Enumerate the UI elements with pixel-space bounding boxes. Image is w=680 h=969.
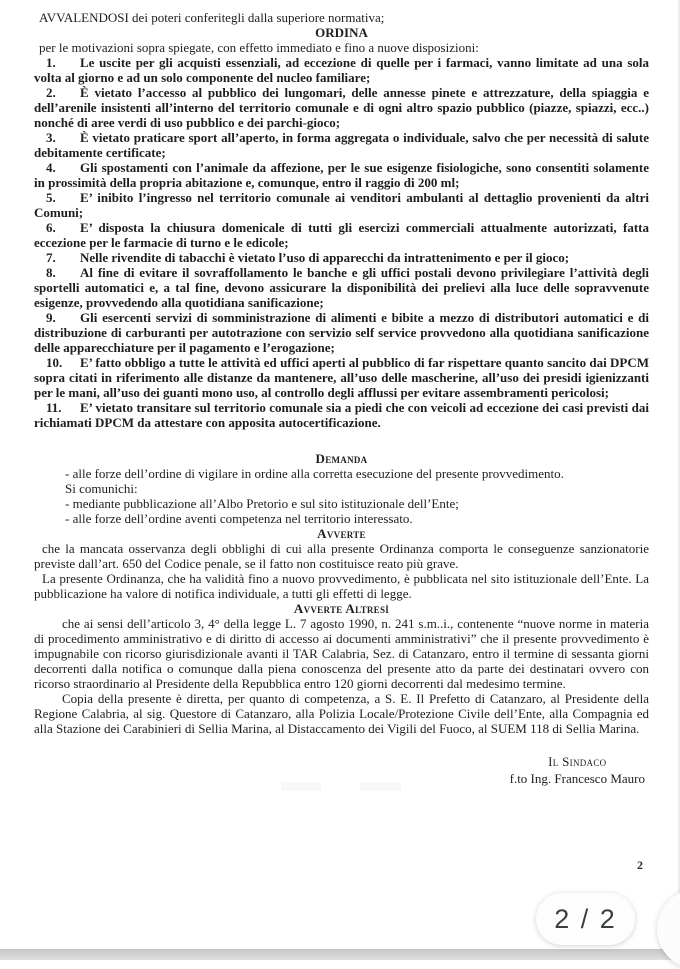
paragraph: - alle forze dell’ordine di vigilare in ordine alla corretta esecuzione del presente provvedimento. bbox=[65, 466, 564, 481]
scan-artifact bbox=[281, 782, 321, 791]
paragraph: Copia della presente è diretta, per quanto di competenza, a S. E. Il Prefetto di Catanzaro, al Presidente della Regione Calabria, al sig. Questore di Catanzaro, alla Polizia Locale/Protezione Civile dell’Ente, alla Compagnia ed alla Stazione dei Carabinieri di Sellia Marina, al Distaccamento dei Vigili del Fuoco, al SUEM 118 di Sellia Marina. bbox=[34, 691, 649, 736]
ordinance-item bbox=[34, 250, 649, 265]
paragraph: che ai sensi dell’articolo 3, 4° della legge L. 7 agosto 1990, n. 241 s.m..i., contenente “nuove norme in materia di procedimento amministrativo e di diritto di accesso ai documenti amministrativi” che il presente provvedimento è impugnabile con ricorso giurisdizionale avanti il TAR Calabria, Sez. di Catanzaro, entro il termine di sessanta giorni decorrenti dalla notifica o comunque dalla piena conoscenza del presente atto da parte dei destinatari ovvero con ricorso straordinario al Presidente della Repubblica entro 120 giorni decorrenti dal medesimo termine. bbox=[34, 616, 649, 691]
paragraph: AVVALENDOSI dei poteri conferitegli dalla superiore normativa; bbox=[39, 10, 385, 25]
ordinance-item bbox=[34, 310, 649, 355]
signature-name: f.to Ing. Francesco Mauro bbox=[509, 771, 645, 786]
item-text: E’ fatto obbligo a tutte le attività ed uffici aperti al pubblico di far rispettare quanto sancito dai DPCM sopra citati in riferimento alle distanze da mantenere, all’uso delle mascherine, all’uso dei presidi igienizzanti per le mani, all’uso dei guanti mono uso, al controllo degli afflussi per evitare assembramenti pericolosi; bbox=[34, 355, 649, 400]
signature-block bbox=[510, 753, 645, 787]
page-indicator-label: 2 / 2 bbox=[554, 903, 617, 934]
paragraph: che la mancata osservanza degli obblighi di cui alla presente Ordinanza comporta le conseguenze sanzionatorie previste dall’art. 650 del Codice penale, se il fatto non costituisce reato più grave. bbox=[34, 541, 649, 571]
item-text: Nelle rivendite di tabacchi è vietato l’uso di apparecchi da intrattenimento e per il gioco; bbox=[80, 250, 570, 265]
item-number: 5. bbox=[46, 190, 56, 205]
ordinance-item bbox=[34, 400, 649, 430]
section-heading: Avverte Altresì bbox=[293, 601, 390, 616]
item-text: E’ vietato transitare sul territorio comunale sia a piedi che con veicoli ad eccezione dei casi previsti dai richiamati DPCM da attestare con apposita autocertificazione. bbox=[34, 400, 649, 430]
paragraph: - mediante pubblicazione all’Albo Pretorio e sul sito istituzionale dell’Ente; bbox=[65, 496, 459, 511]
paragraph: - alle forze dell’ordine aventi competenza nel territorio interessato. bbox=[65, 511, 413, 526]
item-number: 3. bbox=[46, 130, 56, 145]
scan-artifact bbox=[360, 782, 401, 791]
ordinance-body bbox=[34, 10, 649, 736]
item-number: 10. bbox=[46, 355, 63, 370]
ordinance-item bbox=[34, 355, 649, 400]
ordinance-item bbox=[34, 160, 649, 190]
section-heading: ORDINA bbox=[315, 25, 368, 40]
document-page-number: 2 bbox=[637, 858, 643, 872]
viewer-bottom-bar bbox=[0, 949, 680, 960]
item-number: 1. bbox=[46, 55, 56, 70]
ordinance-item bbox=[34, 55, 649, 85]
item-text: È vietato l’accesso al pubblico dei lungomari, delle annesse pinete e attrezzature, della spiaggia e dell’arenile insistenti all’interno del territorio comunale e di ogni altro spazio pubblico (piazze, spiazzi, ecc..) nonché di aree verdi di uso pubblico e dei parchi-gioco; bbox=[34, 85, 649, 130]
ordinance-item bbox=[34, 130, 649, 160]
signature-role: Il Sindaco bbox=[548, 754, 607, 769]
item-number: 6. bbox=[46, 220, 56, 235]
ordinance-item bbox=[34, 190, 649, 220]
ordinance-item bbox=[34, 85, 649, 130]
section-heading: Avverte bbox=[317, 526, 366, 541]
paragraph: Si comunichi: bbox=[65, 481, 138, 496]
page-indicator-pill bbox=[536, 893, 635, 945]
item-text: E’ inibito l’ingresso nel territorio comunale ai venditori ambulanti al dettaglio provenienti da altri Comuni; bbox=[34, 190, 649, 220]
item-text: Le uscite per gli acquisti essenziali, ad eccezione di quelle per i farmaci, vanno limitate ad una sola volta al giorno e ad un solo componente del nucleo familiare; bbox=[34, 55, 649, 85]
item-number: 7. bbox=[46, 250, 56, 265]
ordinance-document bbox=[34, 10, 649, 787]
item-number: 9. bbox=[46, 310, 56, 325]
item-number: 2. bbox=[46, 85, 56, 100]
item-text: Al fine di evitare il sovraffollamento le banche e gli uffici postali devono privilegiare l’attività degli sportelli automatici e, a tal fine, devono assicurare la disponibilità dei prelievi alla luce delle sopravvenute esigenze, provvedendo alla quotidiana sanificazione; bbox=[34, 265, 649, 310]
item-number: 4. bbox=[46, 160, 56, 175]
item-number: 8. bbox=[46, 265, 56, 280]
section-heading: Demanda bbox=[315, 451, 368, 466]
item-number: 11. bbox=[46, 400, 62, 415]
item-text: E’ disposta la chiusura domenicale di tutti gli esercizi commerciali attualmente autorizzati, fatta eccezione per le farmacie di turno e le edicole; bbox=[34, 220, 649, 250]
item-text: Gli spostamenti con l’animale da affezione, per le sue esigenze fisiologiche, sono consentiti solamente in prossimità della propria abitazione e, comunque, entro il raggio di 200 ml; bbox=[34, 160, 649, 190]
item-text: Gli esercenti servizi di somministrazione di alimenti e bibite a mezzo di distributori automatici e di distribuzione di carburanti per autotrazione con servizio self service provvedono alla quotidiana sanificazione delle apparecchiature per il pagamento e l’erogazione; bbox=[34, 310, 649, 355]
paragraph: La presente Ordinanza, che ha validità fino a nuovo provvedimento, è pubblicata nel sito istituzionale dell’Ente. La pubblicazione ha valore di notifica individuale, a tutti gli effetti di legge. bbox=[34, 571, 649, 601]
ordinance-item bbox=[34, 220, 649, 250]
paragraph: per le motivazioni sopra spiegate, con effetto immediato e fino a nuove disposizioni: bbox=[39, 40, 479, 55]
item-text: È vietato praticare sport all’aperto, in forma aggregata o individuale, salvo che per necessità di salute debitamente certificate; bbox=[34, 130, 649, 160]
ordinance-item bbox=[34, 265, 649, 310]
